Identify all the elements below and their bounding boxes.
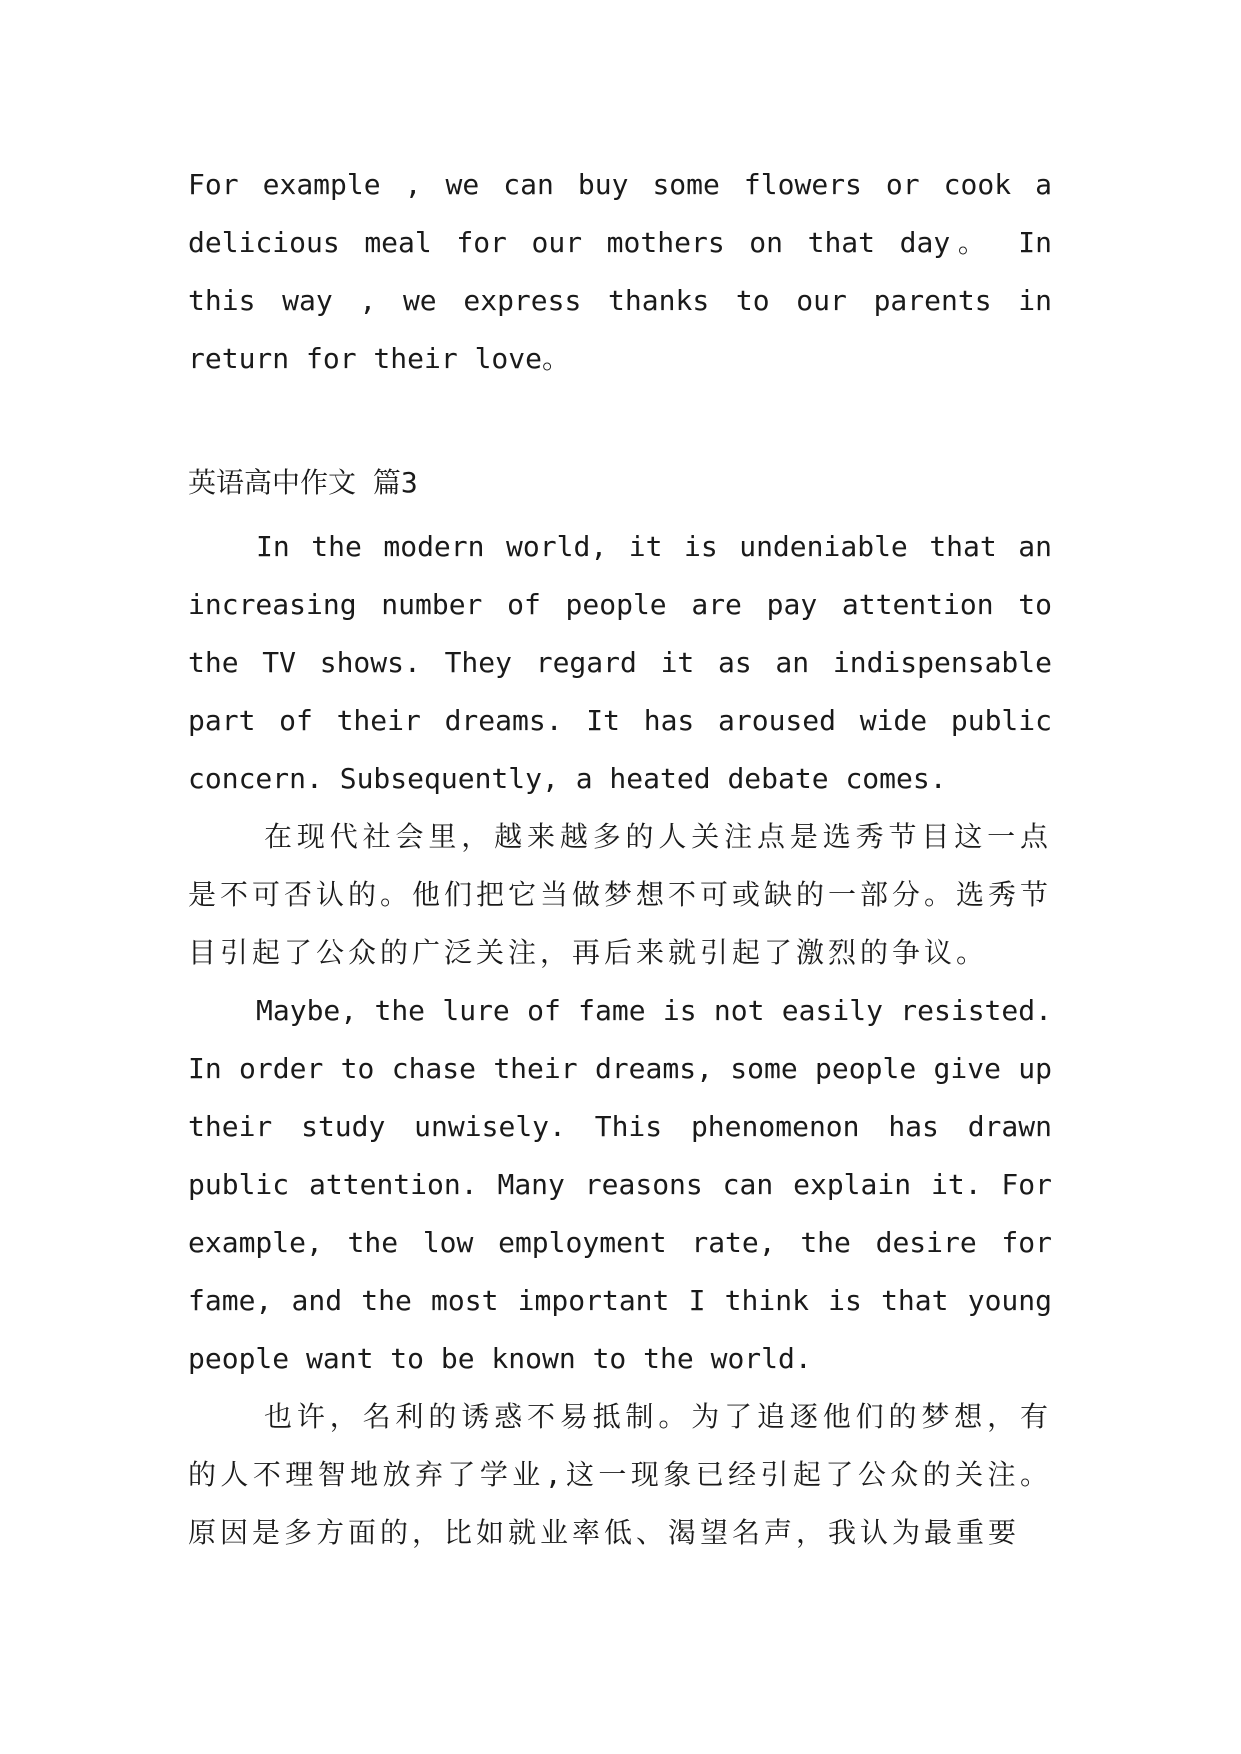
- paragraph-2: In the modern world, it is undeniable that an increasing number of people are pay attention to the TV shows. They regard it as an indispensable part of their dreams. It has aroused wide public concern. Subsequently, a heated debate comes.: [188, 530, 1052, 795]
- paragraph-4: Maybe, the lure of fame is not easily resisted. In order to chase their dreams, some people give up their study unwisely. This phenomenon has drawn public attention. Many reasons can explain it. For example, the low employment rate, the desire for fame, and the most important I think is that young people want to be known to the world.: [188, 994, 1052, 1375]
- paragraph-1: For example , we can buy some flowers or cook a delicious meal for our mothers on that day。 In this way , we express thanks to our parents in return for their love。: [188, 168, 1052, 375]
- paragraph-5: 也许，名利的诱惑不易抵制。为了追逐他们的梦想，有的人不理智地放弃了学业,这一现象已经引起了公众的关注。原因是多方面的，比如就业率低、渴望名声，我认为最重要: [188, 1400, 1052, 1549]
- section-heading: 英语高中作文 篇3: [188, 466, 418, 499]
- essay-body: [188, 518, 1052, 1562]
- paragraph-mothers-day: [188, 156, 1052, 388]
- paragraph-3: 在现代社会里，越来越多的人关注点是选秀节目这一点是不可否认的。他们把它当做梦想不可或缺的一部分。选秀节目引起了公众的广泛关注，再后来就引起了激烈的争议。: [188, 820, 1053, 969]
